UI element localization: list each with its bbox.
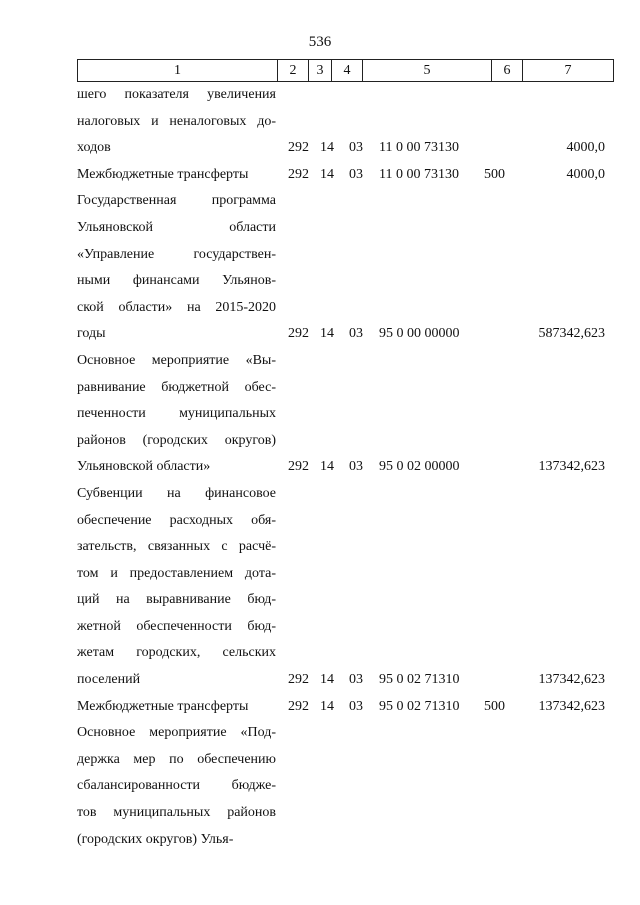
- row-name: [77, 481, 276, 694]
- row-name: [77, 82, 276, 162]
- row-name-line: печенности муниципальных: [77, 406, 276, 422]
- row-cell-col7: [507, 827, 605, 854]
- row-cell-col3: 14: [320, 326, 334, 342]
- row-cell-col2: 292: [288, 326, 309, 342]
- row-cell-col3: 14: [320, 140, 334, 156]
- row-cell-col5: 95 0 00 00000: [379, 326, 460, 342]
- row-name-line: Субвенции на финансовое: [77, 485, 276, 501]
- row-cell-col3: 14: [320, 672, 334, 688]
- row-name-line: годы: [77, 326, 106, 342]
- row-cell-col2: [288, 827, 314, 854]
- table-row: [77, 162, 612, 189]
- row-name-line: Государственная программа: [77, 193, 276, 209]
- row-name-line: шего показателя увеличения: [77, 87, 276, 102]
- row-name-line: районов (городских округов): [77, 432, 276, 448]
- row-cell-col4: 03: [349, 166, 363, 182]
- row-cell-col5: [379, 827, 489, 854]
- row-cell-col4: [349, 827, 373, 854]
- row-name-line: ций на выравнивание бюд-: [77, 592, 276, 608]
- row-cell-col4: 03: [349, 326, 363, 342]
- row-name: [77, 162, 276, 189]
- row-cell-col2: 292: [288, 459, 309, 475]
- table-row: [77, 348, 612, 481]
- row-name: [77, 694, 276, 721]
- row-name-line: Межбюджетные трансферты: [77, 166, 249, 182]
- header-col-7: 7: [523, 60, 614, 82]
- header-col-5: 5: [363, 60, 492, 82]
- row-name: [77, 348, 276, 481]
- row-cell-col5: 95 0 02 71310: [379, 698, 460, 714]
- row-name-line: «Управление государствен-: [77, 246, 276, 262]
- table-row: [77, 720, 612, 853]
- row-cell-col6: [475, 321, 505, 348]
- row-name: [77, 720, 276, 853]
- row-name-line: ской области» на 2015-2020: [77, 299, 276, 315]
- row-cell-col7: 137342,623: [538, 459, 605, 475]
- row-name-line: Межбюджетные трансферты: [77, 698, 249, 714]
- row-cell-col2: 292: [288, 672, 309, 688]
- row-name-line: (городских округов) Улья-: [77, 831, 234, 847]
- row-cell-col4: 03: [349, 459, 363, 475]
- row-name-line: ходов: [77, 140, 111, 156]
- row-name-line: Ульяновской области: [77, 219, 276, 235]
- row-cell-col3: 14: [320, 698, 334, 714]
- row-name-line: сбалансированности бюдже-: [77, 778, 276, 794]
- row-cell-col7: 137342,623: [538, 698, 605, 714]
- header-col-2: 2: [278, 60, 309, 82]
- page-number: 536: [308, 34, 332, 50]
- row-cell-col5: 11 0 00 73130: [379, 140, 459, 156]
- row-cell-col2: 292: [288, 166, 309, 182]
- row-name-line: поселений: [77, 672, 141, 688]
- column-number-header: [77, 59, 614, 82]
- row-name-line: ными финансами Ульянов-: [77, 273, 276, 289]
- row-cell-col4: 03: [349, 140, 363, 156]
- row-cell-col3: 14: [320, 166, 334, 182]
- row-name-line: держка мер по обеспечению: [77, 751, 276, 767]
- row-cell-col6: 500: [484, 166, 505, 182]
- row-cell-col7: 4000,0: [566, 166, 605, 182]
- row-name-line: налоговых и неналоговых до-: [77, 113, 276, 129]
- row-name-line: том и предоставлением дота-: [77, 565, 276, 581]
- row-name-line: равнивание бюджетной обес-: [77, 379, 276, 395]
- row-cell-col6: [475, 135, 505, 162]
- row-cell-col6: [475, 827, 505, 854]
- row-cell-col6: 500: [484, 698, 505, 714]
- header-col-6: 6: [492, 60, 523, 82]
- row-name-line: жетам городских, сельских: [77, 645, 276, 661]
- row-name-line: Основное мероприятие «Под-: [77, 725, 276, 741]
- row-cell-col2: 292: [288, 698, 309, 714]
- row-cell-col7: 137342,623: [538, 672, 605, 688]
- row-cell-col4: 03: [349, 698, 363, 714]
- table-row: [77, 694, 612, 721]
- row-name-line: Ульяновской области»: [77, 459, 211, 475]
- row-name-line: Основное мероприятие «Вы-: [77, 352, 276, 368]
- header-col-4: 4: [332, 60, 363, 82]
- table-row: [77, 188, 612, 348]
- row-name-line: тов муниципальных районов: [77, 805, 276, 821]
- row-cell-col5: 11 0 00 73130: [379, 166, 459, 182]
- row-cell-col5: 95 0 02 71310: [379, 672, 460, 688]
- row-name: [77, 188, 276, 348]
- row-name-line: жетной обеспеченности бюд-: [77, 618, 276, 634]
- row-cell-col4: 03: [349, 672, 363, 688]
- row-cell-col6: [475, 454, 505, 481]
- budget-table-body: [77, 82, 612, 853]
- row-cell-col3: [320, 827, 344, 854]
- row-cell-col2: 292: [288, 140, 309, 156]
- header-col-3: 3: [309, 60, 332, 82]
- row-cell-col5: 95 0 02 00000: [379, 459, 460, 475]
- table-row: [77, 481, 612, 694]
- row-name-line: обеспечение расходных обя-: [77, 512, 276, 528]
- row-cell-col7: 4000,0: [566, 140, 605, 156]
- table-row: [77, 82, 612, 162]
- header-col-1: 1: [78, 60, 278, 82]
- row-cell-col3: 14: [320, 459, 334, 475]
- row-name-line: зательств, связанных с расчё-: [77, 539, 276, 555]
- row-cell-col6: [475, 667, 505, 694]
- row-cell-col7: 587342,623: [538, 326, 605, 342]
